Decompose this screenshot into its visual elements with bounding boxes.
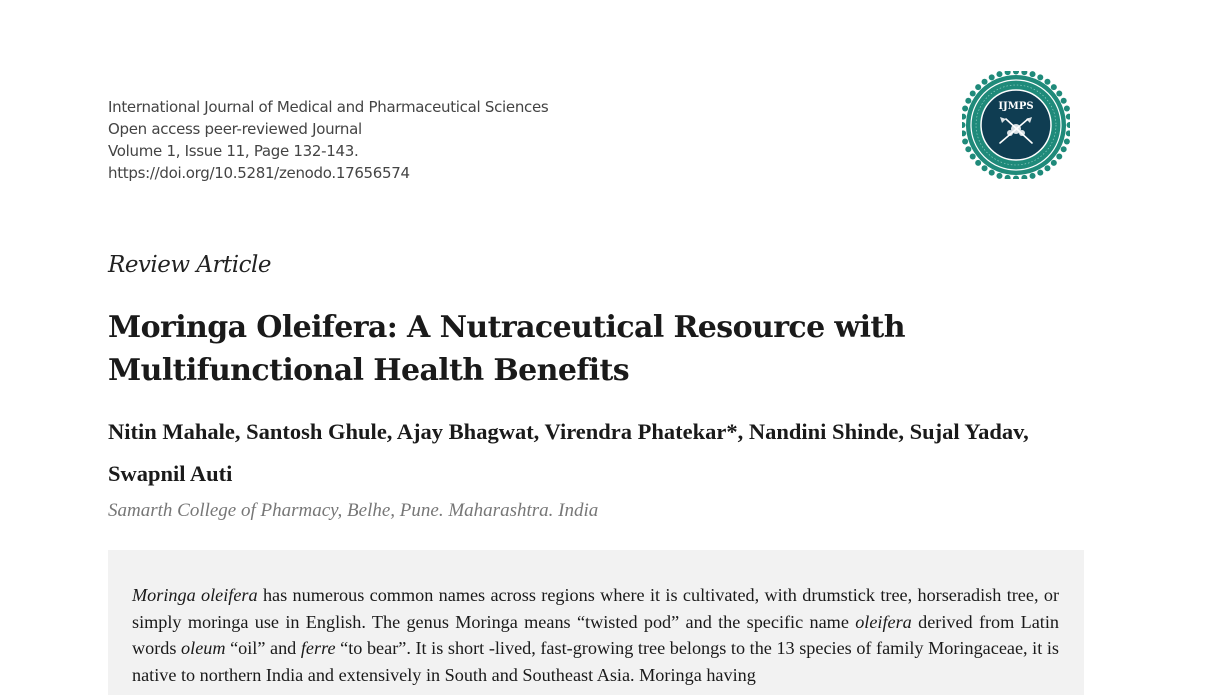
article-type-label: Review Article <box>108 252 271 278</box>
seal-edge-tooth <box>1066 114 1070 120</box>
abstract-text-part-2: derived from Latin words <box>132 611 1059 658</box>
seal-edge-tooth <box>1067 122 1071 128</box>
seal-edge-tooth <box>1066 130 1070 136</box>
journal-volume: Volume 1, Issue 11, Page 132-143. <box>108 142 359 160</box>
journal-doi-link[interactable]: https://doi.org/10.5281/zenodo.17656574 <box>108 164 410 182</box>
seal-edge-tooth <box>1037 170 1043 176</box>
seal-edge-tooth <box>1044 165 1050 171</box>
seal-edge-tooth <box>982 165 988 171</box>
seal-edge-tooth <box>989 170 995 176</box>
seal-edge-tooth <box>962 139 968 145</box>
seal-edge-tooth <box>1030 173 1036 179</box>
svg-text:IJMPS: IJMPS <box>998 101 1034 112</box>
seal-edge-tooth <box>1051 160 1057 166</box>
oleum-italic: oleum <box>181 638 226 658</box>
seal-edge-tooth <box>982 79 988 85</box>
seal-edge-tooth <box>1013 176 1019 180</box>
seal-edge-tooth <box>1030 71 1036 77</box>
seal-edge-tooth <box>965 98 971 104</box>
seal-edge-tooth <box>965 146 971 152</box>
seal-edge-tooth <box>1005 175 1011 179</box>
seal-edge-tooth <box>962 122 966 128</box>
oleifera-italic: oleifera <box>855 611 912 632</box>
species-name-italic: Moringa oleifera <box>132 585 258 605</box>
seal-edge-tooth <box>1021 175 1027 179</box>
journal-header <box>108 96 548 184</box>
seal-edge-tooth <box>975 84 981 90</box>
seal-edge-tooth <box>1021 71 1027 75</box>
seal-edge-tooth <box>962 130 966 136</box>
seal-edge-tooth <box>1061 98 1067 104</box>
seal-edge-tooth <box>1037 74 1043 80</box>
article-authors: Nitin Mahale, Santosh Ghule, Ajay Bhagwat, Virendra Phatekar*, Nandini Shinde, Sujal Yadav, Swapnil Auti <box>108 419 1029 486</box>
journal-access: Open access peer-reviewed Journal <box>108 120 362 138</box>
seal-edge-tooth <box>1056 91 1062 97</box>
abstract-text-part-1: has numerous common names across regions where it is cultivated, with drumstick tree, horseradish tree, or simply moringa use in English. The genus Moringa means “twisted pod” and the specific name <box>132 585 1060 632</box>
seal-edge-tooth <box>962 105 968 111</box>
abstract-text-part-4: “to bear”. It is short -lived, fast-growing tree belongs to the 13 species of family Moringaceae, it is native to northern India and extensively in South and Southeast Asia. Moringa having <box>132 638 1059 685</box>
article-title: Moringa Oleifera: A Nutraceutical Resource with Multifunctional Health Benefits <box>108 310 905 388</box>
author-affiliation: Samarth College of Pharmacy, Belhe, Pune. Maharashtra. India <box>108 500 599 521</box>
seal-edge-tooth <box>1056 153 1062 159</box>
ferre-italic: ferre <box>300 638 336 658</box>
seal-edge-tooth <box>1064 139 1070 145</box>
seal-edge-tooth <box>1064 105 1070 111</box>
seal-edge-tooth <box>970 153 976 159</box>
seal-edge-tooth <box>996 71 1002 77</box>
abstract-box <box>108 550 1084 695</box>
seal-edge-tooth <box>996 173 1002 179</box>
seal-edge-tooth <box>1013 71 1019 75</box>
seal-edge-tooth <box>989 74 995 80</box>
seal-edge-tooth <box>970 91 976 97</box>
abstract-text-part-3: “oil” and <box>225 638 301 658</box>
seal-edge-tooth <box>962 114 966 120</box>
abstract-paragraph <box>132 582 1059 688</box>
seal-edge-tooth <box>1061 146 1067 152</box>
seal-edge-tooth <box>1044 79 1050 85</box>
journal-seal-logo <box>962 71 1070 179</box>
seal-edge-tooth <box>1051 84 1057 90</box>
seal-edge-tooth <box>975 160 981 166</box>
journal-name: International Journal of Medical and Pharmaceutical Sciences <box>108 98 549 116</box>
seal-edge-tooth <box>1005 71 1011 75</box>
